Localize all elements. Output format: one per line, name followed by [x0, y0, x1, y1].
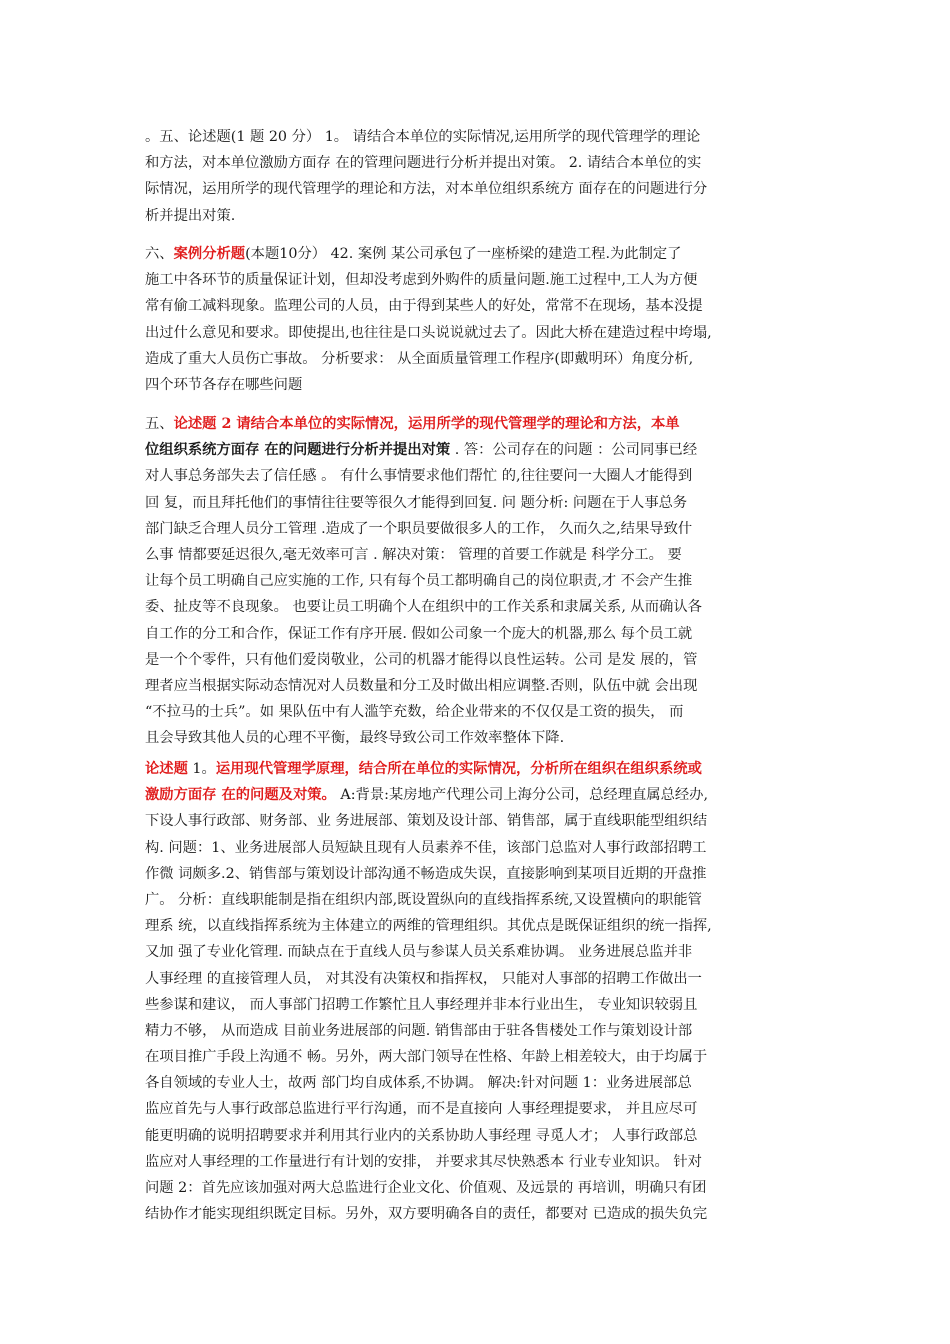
body-text: 在项目推广手段上沟通不 畅。另外，两大部门领导在性格、年龄上相差较大，由于均属于: [145, 1049, 708, 1066]
text-line: [145, 346, 815, 372]
text-line: [145, 203, 815, 229]
body-text: 些参谋和建议， 而人事部门招聘工作繁忙且人事经理并非本行业出生， 专业知识较弱且: [145, 996, 698, 1013]
body-text: 和方法，对本单位激励方面存 在的管理问题进行分析并提出对策。 2. 请结合本单位的实: [145, 155, 702, 172]
text-line: [145, 725, 815, 751]
text-line: [145, 756, 815, 782]
body-text: 各自领域的专业人士，故两 部门均自成体系,不协调。 解决:针对问题 1：业务进展部总: [145, 1075, 692, 1092]
body-text: 委、扯皮等不良现象。 也要让员工明确个人在组织中的工作关系和隶属关系, 从而确认各: [145, 599, 702, 616]
body-text: . 答：公司存在的问题 ：公司同事已经: [450, 442, 698, 459]
body-text: 1。: [187, 761, 216, 777]
text-line: [145, 861, 815, 887]
text-line: [145, 992, 815, 1018]
text-line: [145, 411, 815, 437]
text-line: [145, 673, 815, 699]
body-text: 构. 问题：1、业务进展部人员短缺且现有人员素养不佳，该部门总监对人事行政部招聘工: [145, 839, 707, 856]
essay-answer-section-1: [145, 756, 815, 1227]
body-text: 析并提出对策.: [145, 207, 236, 224]
body-text: 又加 强了专业化管理. 而缺点在于直线人员与参谋人员关系难协调。 业务进展总监并非: [145, 944, 693, 961]
text-line: [145, 241, 815, 267]
body-text: 六、: [145, 246, 174, 262]
highlighted-heading-text: 激励方面存 在的问题及对策。: [145, 787, 336, 804]
body-text: 五、: [145, 416, 174, 432]
body-text: 。五、论述题(1 题 20 分） 1。 请结合本单位的实际情况,运用所学的现代管理学的理论: [145, 129, 701, 145]
text-line: [145, 808, 815, 834]
text-line: [145, 437, 815, 463]
essay-answer-section-2: [145, 411, 815, 751]
body-text: 能更明确的说明招聘要求并利用其行业内的关系协助人事经理 寻觅人才； 人事行政部总: [145, 1127, 698, 1144]
text-line: [145, 835, 815, 861]
body-text: 作微 词颇多.2、销售部与策划设计部沟通不畅造成失误，直接影响到某项目近期的开盘推: [145, 865, 707, 882]
body-text: 常有偷工减料现象。监理公司的人员，由于得到某些人的好处，常常不在现场，基本没提: [145, 298, 703, 315]
body-text: 自工作的分工和合作，保证工作有序开展. 假如公司象一个庞大的机器,那么 每个员工就: [145, 625, 693, 642]
text-line: [145, 568, 815, 594]
case-analysis-section: [145, 241, 815, 398]
text-line: [145, 542, 815, 568]
body-text: (本题10分） 42. 案例 某公司承包了一座桥梁的建造工程.为此制定了: [245, 246, 682, 262]
body-text: 回 复，而且拜托他们的事情往往要等很久才能得到回复. 问 题分析: 问题在于人事总务: [145, 494, 688, 511]
body-text: 际情况，运用所学的现代管理学的理论和方法，对本单位组织系统方 面存在的问题进行分: [145, 181, 708, 198]
body-text: 部门缺乏合理人员分工管理 .造成了一个职员要做很多人的工作， 久而久之,结果导致什: [145, 520, 693, 537]
text-line: [145, 516, 815, 542]
text-line: [145, 463, 815, 489]
text-line: [145, 1201, 815, 1227]
body-text: 问题 2：首先应该加强对两大总监进行企业文化、价值观、及远景的 再培训，明确只有团: [145, 1180, 707, 1196]
text-line: [145, 887, 815, 913]
text-line: [145, 372, 815, 398]
text-line: [145, 1175, 815, 1201]
text-line: [145, 267, 815, 293]
highlighted-heading-text: 论述题: [145, 761, 188, 777]
body-text: 对人事总务部失去了信任感 。 有什么事情要求他们帮忙 的,往往要问一大圈人才能得到: [145, 468, 693, 485]
text-line: [145, 1044, 815, 1070]
body-text: 理系 统，以直线指挥系统为主体建立的两维的管理组织。其优点是既保证组织的统一指挥,: [145, 918, 712, 935]
body-text: 么事 情都要延迟很久,毫无效率可言 . 解决对策： 管理的首要工作就是 科学分工。 要: [145, 546, 682, 563]
body-text: A:背景:某房地产代理公司上海分公司，总经理直属总经办,: [335, 787, 709, 804]
highlighted-heading-text: 案例分析题: [173, 246, 246, 262]
body-text: 让每个员工明确自己应实施的工作, 只有每个员工都明确自己的岗位职责,才 不会产生推: [145, 573, 693, 590]
body-text: 造成了重大人员伤亡事故。 分析要求： 从全面质量管理工作程序(即戴明环）角度分析,: [145, 350, 694, 367]
text-line: [145, 939, 815, 965]
text-line: [145, 490, 815, 516]
body-text: 施工中各环节的质量保证计划，但却没考虑到外购件的质量问题.施工过程中,工人为方便: [145, 272, 698, 289]
essay-question-section-1: [145, 124, 815, 229]
body-text: 理者应当根据实际动态情况对人员数量和分工及时做出相应调整.否则，队伍中就 会出现: [145, 677, 698, 694]
text-line: [145, 913, 815, 939]
body-text: 是一个个零件，只有他们爱岗敬业，公司的机器才能得以良性运转。公司 是发 展的，管: [145, 651, 698, 668]
body-text: 出过什么意见和要求。即使提出,也往往是口头说说就过去了。因此大桥在建造过程中垮塌,: [145, 324, 712, 341]
text-line: [145, 966, 815, 992]
text-line: [145, 1096, 815, 1122]
text-line: [145, 1123, 815, 1149]
text-line: [145, 782, 815, 808]
text-line: [145, 150, 815, 176]
body-text: 且会导致其他人员的心理不平衡，最终导致公司工作效率整体下降.: [145, 730, 565, 747]
text-line: [145, 699, 815, 725]
text-line: [145, 124, 815, 150]
body-text: 下设人事行政部、财务部、业 务进展部、策划及设计部、销售部，属于直线职能型组织结: [145, 813, 708, 830]
body-text: 精力不够， 从而造成 目前业务进展部的问题. 销售部由于驻各售楼处工作与策划设计部: [145, 1022, 693, 1039]
text-line: [145, 293, 815, 319]
text-line: [145, 1149, 815, 1175]
body-text: 四个环节各存在哪些问题: [145, 376, 303, 393]
text-line: [145, 594, 815, 620]
text-line: [145, 647, 815, 673]
body-text: 结协作才能实现组织既定目标。另外，双方要明确各自的责任，都要对 已造成的损失负完: [145, 1206, 708, 1223]
body-text: 人事经理 的直接管理人员， 对其没有决策权和指挥权， 只能对人事部的招聘工作做出一: [145, 970, 702, 987]
highlighted-heading-text: 论述题 2 请结合本单位的实际情况，运用所学的现代管理学的理论和方法，本单: [173, 416, 680, 432]
bold-heading-text: 位组织系统方面存 在的问题进行分析并提出对策: [145, 442, 451, 459]
text-line: [145, 1070, 815, 1096]
text-line: [145, 621, 815, 647]
text-line: [145, 320, 815, 346]
body-text: 广。 分析：直线职能制是指在组织内部,既设置纵向的直线指挥系统,又设置横向的职能管: [145, 891, 702, 908]
body-text: 监应首先与人事行政部总监进行平行沟通，而不是直接向 人事经理提要求， 并且应尽可: [145, 1101, 698, 1118]
body-text: “不拉马的士兵”。如 果队伍中有人滥竽充数，给企业带来的不仅仅是工资的损失， 而: [145, 704, 684, 721]
text-line: [145, 1018, 815, 1044]
body-text: 监应对人事经理的工作量进行有计划的安排， 并要求其尽快熟悉本 行业专业知识。 针对: [145, 1153, 702, 1170]
text-line: [145, 176, 815, 202]
highlighted-heading-text: 运用现代管理学原理，结合所在单位的实际情况，分析所在组织在组织系统或: [215, 761, 702, 777]
